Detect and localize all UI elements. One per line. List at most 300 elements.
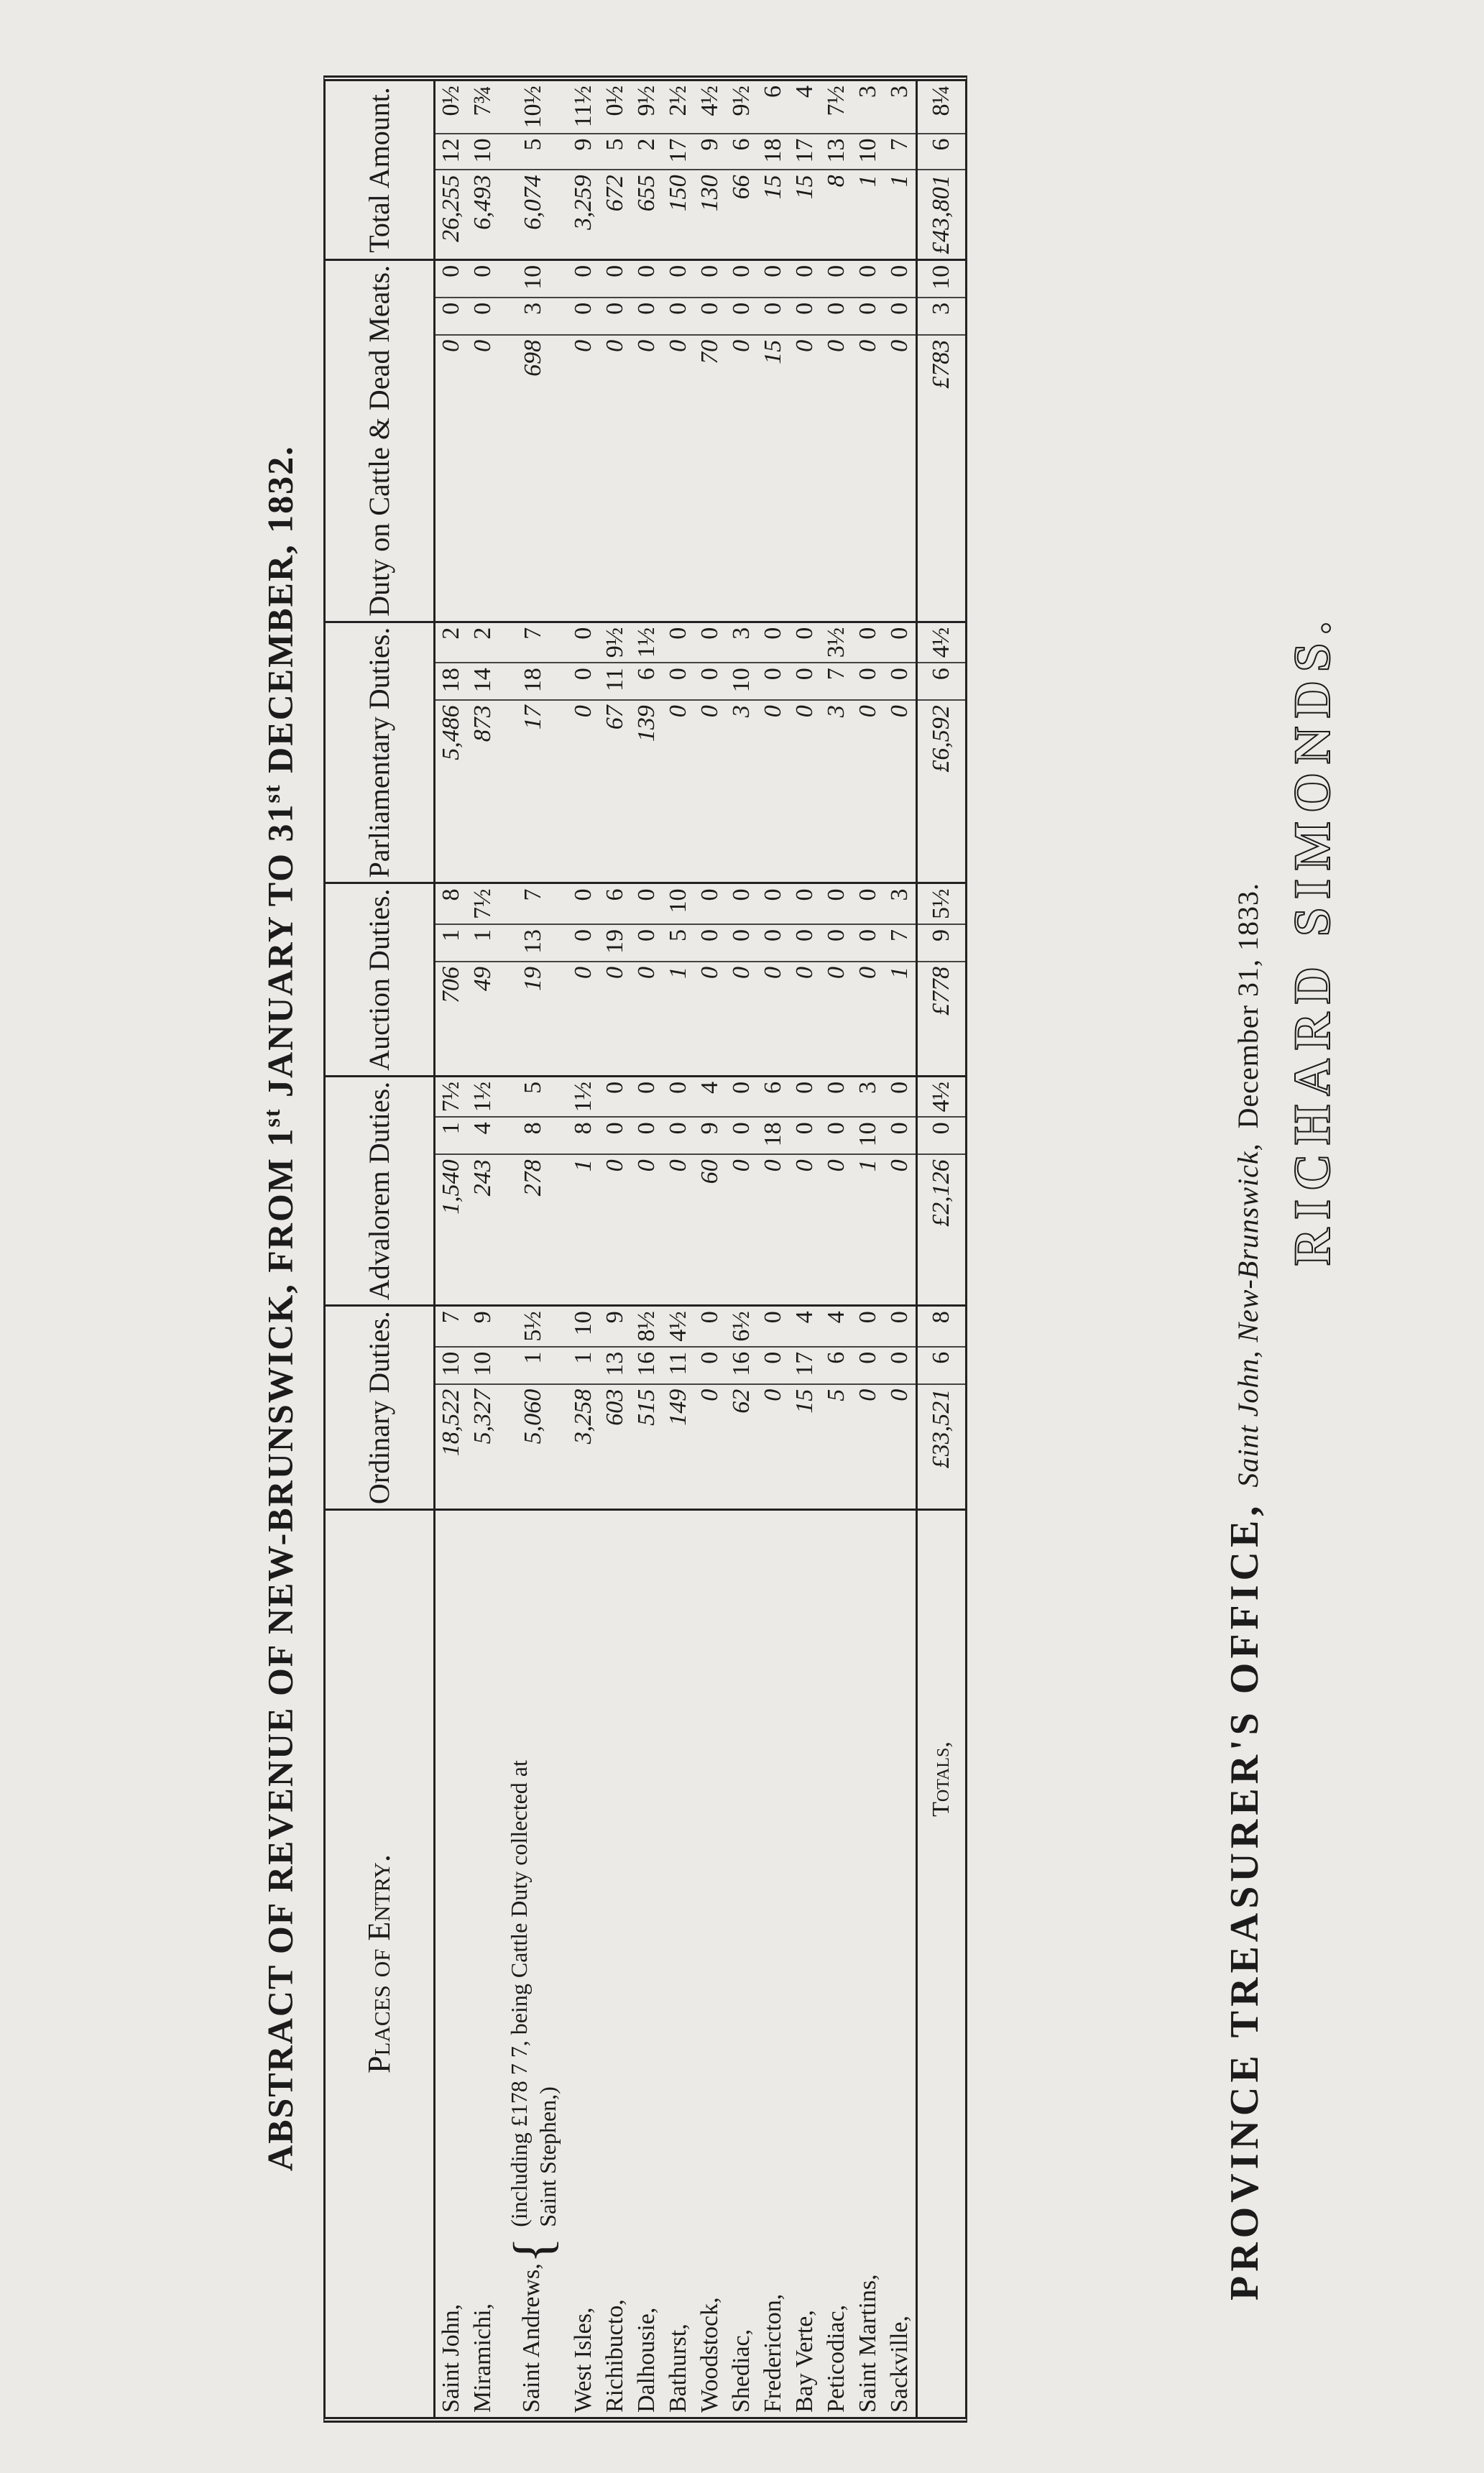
title-part-3: DECEMBER, 1832. bbox=[259, 445, 300, 784]
parliamentary-pence: 0 bbox=[694, 622, 726, 663]
table-footer bbox=[917, 81, 966, 2417]
parliamentary-pounds: 0 bbox=[568, 700, 599, 883]
cattle-shillings: 0 bbox=[568, 298, 599, 335]
ordinary-pence: 4 bbox=[821, 1306, 852, 1347]
auction-shillings: 13 bbox=[499, 924, 568, 962]
auction-pence: 7 bbox=[499, 883, 568, 924]
ordinary-shillings: 11 bbox=[663, 1347, 694, 1384]
auction-pence: 3 bbox=[884, 883, 917, 924]
table-body bbox=[435, 81, 917, 2417]
cattle-pounds: 0 bbox=[631, 335, 663, 622]
advalorem-pounds: 60 bbox=[694, 1154, 726, 1305]
place-of-entry bbox=[726, 1510, 757, 2417]
header-advalorem-duties: Advalorem Duties. bbox=[326, 1076, 435, 1305]
place-of-entry bbox=[852, 1510, 884, 2417]
ordinary-pence: 7 bbox=[435, 1306, 468, 1347]
revenue-table bbox=[326, 81, 965, 2417]
ordinary-pence: 4½ bbox=[663, 1306, 694, 1347]
advalorem-pence: 0 bbox=[884, 1076, 917, 1117]
auction-pence: 10 bbox=[663, 883, 694, 924]
table-row bbox=[757, 81, 789, 2417]
parliamentary-shillings: 0 bbox=[884, 663, 917, 700]
total-shillings: 12 bbox=[435, 134, 468, 170]
place-of-entry bbox=[568, 1510, 599, 2417]
place-of-entry bbox=[884, 1510, 917, 2417]
place-name: Saint John, bbox=[438, 2303, 464, 2413]
parliamentary-pence: 9½ bbox=[599, 622, 631, 663]
parliamentary-pounds: 0 bbox=[789, 700, 821, 883]
ordinary-pence: 5½ bbox=[499, 1306, 568, 1347]
header-cattle-duties: Duty on Cattle & Dead Meats. bbox=[326, 259, 435, 622]
parliamentary-pence: 0 bbox=[789, 622, 821, 663]
advalorem-pounds: 0 bbox=[663, 1154, 694, 1305]
totals-ordinary-pence: 8 bbox=[917, 1306, 966, 1347]
place-of-entry bbox=[663, 1510, 694, 2417]
advalorem-pence: 0 bbox=[631, 1076, 663, 1117]
ordinary-shillings: 0 bbox=[852, 1347, 884, 1384]
advalorem-shillings: 9 bbox=[694, 1117, 726, 1154]
cattle-pounds: 0 bbox=[467, 335, 499, 622]
ordinary-pounds: 0 bbox=[884, 1384, 917, 1510]
advalorem-pence: 0 bbox=[821, 1076, 852, 1117]
parliamentary-shillings: 11 bbox=[599, 663, 631, 700]
table-row bbox=[694, 81, 726, 2417]
place-name: Shediac, bbox=[728, 2329, 755, 2413]
total-pence: 2½ bbox=[663, 81, 694, 134]
advalorem-shillings: 0 bbox=[821, 1117, 852, 1154]
place-name: Saint Martins, bbox=[854, 2274, 881, 2413]
header-places-of-entry: Places of Entry. bbox=[326, 1510, 435, 2417]
totals-cattle-pence: 10 bbox=[917, 259, 966, 298]
auction-pounds: 0 bbox=[757, 962, 789, 1076]
ordinary-pounds: 0 bbox=[852, 1384, 884, 1510]
place-of-entry bbox=[757, 1510, 789, 2417]
total-shillings: 18 bbox=[757, 134, 789, 170]
total-pounds: 130 bbox=[694, 170, 726, 259]
office-date: December 31, 1833. bbox=[1232, 883, 1264, 1129]
parliamentary-pence: 3 bbox=[726, 622, 757, 663]
total-pounds: 655 bbox=[631, 170, 663, 259]
cattle-pounds: 0 bbox=[599, 335, 631, 622]
total-shillings: 10 bbox=[467, 134, 499, 170]
table-header bbox=[326, 81, 435, 2417]
advalorem-shillings: 8 bbox=[499, 1117, 568, 1154]
place-name: Saint Andrews, bbox=[517, 2263, 545, 2413]
ordinary-pence: 4 bbox=[789, 1306, 821, 1347]
totals-row bbox=[917, 81, 966, 2417]
totals-cattle-pounds: £783 bbox=[917, 335, 966, 622]
advalorem-shillings: 8 bbox=[568, 1117, 599, 1154]
cattle-shillings: 0 bbox=[757, 298, 789, 335]
advalorem-pence: 1½ bbox=[467, 1076, 499, 1117]
header-ordinary-duties: Ordinary Duties. bbox=[326, 1306, 435, 1510]
parliamentary-pounds: 0 bbox=[852, 700, 884, 883]
revenue-table-frame bbox=[323, 75, 967, 2423]
auction-pence: 0 bbox=[757, 883, 789, 924]
cattle-shillings: 3 bbox=[499, 298, 568, 335]
parliamentary-pounds: 0 bbox=[694, 700, 726, 883]
cattle-shillings: 0 bbox=[694, 298, 726, 335]
table-row bbox=[568, 81, 599, 2417]
auction-pounds: 0 bbox=[599, 962, 631, 1076]
auction-pounds: 49 bbox=[467, 962, 499, 1076]
advalorem-pence: 7½ bbox=[435, 1076, 468, 1117]
cattle-shillings: 0 bbox=[435, 298, 468, 335]
auction-shillings: 0 bbox=[852, 924, 884, 962]
advalorem-shillings: 0 bbox=[599, 1117, 631, 1154]
advalorem-pounds: 1 bbox=[852, 1154, 884, 1305]
place-of-entry bbox=[435, 1510, 468, 2417]
totals-label: Totals, bbox=[917, 1510, 966, 2417]
table-row bbox=[789, 81, 821, 2417]
ordinary-pounds: 62 bbox=[726, 1384, 757, 1510]
parliamentary-shillings: 7 bbox=[821, 663, 852, 700]
place-name: Richibucto, bbox=[602, 2299, 628, 2413]
total-pounds: 66 bbox=[726, 170, 757, 259]
ordinary-shillings: 16 bbox=[631, 1347, 663, 1384]
parliamentary-pence: 2 bbox=[435, 622, 468, 663]
auction-pounds: 1 bbox=[884, 962, 917, 1076]
ordinary-shillings: 16 bbox=[726, 1347, 757, 1384]
title-ordinal-2: st bbox=[259, 783, 285, 803]
ordinary-shillings: 6 bbox=[821, 1347, 852, 1384]
total-pence: 9½ bbox=[631, 81, 663, 134]
total-pounds: 15 bbox=[757, 170, 789, 259]
totals-auction-pence: 5½ bbox=[917, 883, 966, 924]
table-row bbox=[435, 81, 468, 2417]
parliamentary-shillings: 0 bbox=[568, 663, 599, 700]
cattle-pounds: 0 bbox=[568, 335, 599, 622]
totals-parliamentary-shillings: 6 bbox=[917, 663, 966, 700]
parliamentary-shillings: 6 bbox=[631, 663, 663, 700]
total-shillings: 7 bbox=[884, 134, 917, 170]
document-title bbox=[259, 87, 301, 2171]
total-pence: 7¾ bbox=[467, 81, 499, 134]
cattle-shillings: 0 bbox=[884, 298, 917, 335]
table-row bbox=[821, 81, 852, 2417]
ordinary-shillings: 0 bbox=[757, 1347, 789, 1384]
parliamentary-pence: 0 bbox=[757, 622, 789, 663]
cattle-pence: 0 bbox=[694, 259, 726, 298]
totals-parliamentary-pounds: £6,592 bbox=[917, 700, 966, 883]
cattle-pence: 0 bbox=[821, 259, 852, 298]
ordinary-pounds: 0 bbox=[757, 1384, 789, 1510]
total-pounds: 15 bbox=[789, 170, 821, 259]
totals-advalorem-pounds: £2,126 bbox=[917, 1154, 966, 1305]
table-row bbox=[467, 81, 499, 2417]
total-pence: 6 bbox=[757, 81, 789, 134]
cattle-pence: 0 bbox=[568, 259, 599, 298]
cattle-pence: 0 bbox=[631, 259, 663, 298]
ordinary-pounds: 5 bbox=[821, 1384, 852, 1510]
ordinary-shillings: 1 bbox=[568, 1347, 599, 1384]
parliamentary-shillings: 0 bbox=[789, 663, 821, 700]
total-pounds: 150 bbox=[663, 170, 694, 259]
place-of-entry bbox=[499, 1510, 568, 2417]
parliamentary-pence: 3½ bbox=[821, 622, 852, 663]
auction-shillings: 0 bbox=[789, 924, 821, 962]
total-pence: 11½ bbox=[568, 81, 599, 134]
cattle-pounds: 0 bbox=[884, 335, 917, 622]
place-name: Bay Verte, bbox=[791, 2310, 818, 2413]
advalorem-shillings: 0 bbox=[884, 1117, 917, 1154]
advalorem-pence: 0 bbox=[663, 1076, 694, 1117]
total-shillings: 2 bbox=[631, 134, 663, 170]
ordinary-shillings: 17 bbox=[789, 1347, 821, 1384]
place-name: Woodstock, bbox=[696, 2297, 723, 2413]
advalorem-pounds: 243 bbox=[467, 1154, 499, 1305]
total-shillings: 5 bbox=[599, 134, 631, 170]
advalorem-pence: 0 bbox=[726, 1076, 757, 1117]
parliamentary-pence: 0 bbox=[663, 622, 694, 663]
total-pence: 4½ bbox=[694, 81, 726, 134]
total-pence: 0½ bbox=[599, 81, 631, 134]
auction-pounds: 0 bbox=[821, 962, 852, 1076]
total-pounds: 6,074 bbox=[499, 170, 568, 259]
cattle-shillings: 0 bbox=[852, 298, 884, 335]
advalorem-pounds: 0 bbox=[757, 1154, 789, 1305]
advalorem-shillings: 0 bbox=[789, 1117, 821, 1154]
advalorem-pence: 6 bbox=[757, 1076, 789, 1117]
total-shillings: 10 bbox=[852, 134, 884, 170]
ordinary-pounds: 149 bbox=[663, 1384, 694, 1510]
cattle-pence: 0 bbox=[789, 259, 821, 298]
parliamentary-pounds: 0 bbox=[663, 700, 694, 883]
advalorem-pounds: 0 bbox=[821, 1154, 852, 1305]
ordinary-shillings: 13 bbox=[599, 1347, 631, 1384]
totals-advalorem-pence: 4½ bbox=[917, 1076, 966, 1117]
place-note: (including £178 7 7, being Cattle Duty collected at Saint Stephen,) bbox=[506, 1760, 561, 2227]
auction-shillings: 7 bbox=[884, 924, 917, 962]
cattle-pence: 10 bbox=[499, 259, 568, 298]
auction-pence: 6 bbox=[599, 883, 631, 924]
place-name: Dalhousie, bbox=[633, 2307, 660, 2413]
ordinary-pounds: 603 bbox=[599, 1384, 631, 1510]
place-of-entry bbox=[789, 1510, 821, 2417]
cattle-pounds: 0 bbox=[852, 335, 884, 622]
advalorem-pence: 5 bbox=[499, 1076, 568, 1117]
place-of-entry bbox=[467, 1510, 499, 2417]
auction-pence: 0 bbox=[821, 883, 852, 924]
auction-shillings: 0 bbox=[568, 924, 599, 962]
ordinary-pounds: 515 bbox=[631, 1384, 663, 1510]
auction-pounds: 706 bbox=[435, 962, 468, 1076]
title-part-2: JANUARY TO 31 bbox=[259, 803, 300, 1108]
brace-glyph: { bbox=[503, 2237, 563, 2264]
total-pence: 10½ bbox=[499, 81, 568, 134]
parliamentary-pence: 1½ bbox=[631, 622, 663, 663]
auction-shillings: 0 bbox=[821, 924, 852, 962]
place-of-entry bbox=[599, 1510, 631, 2417]
cattle-shillings: 0 bbox=[789, 298, 821, 335]
auction-shillings: 1 bbox=[467, 924, 499, 962]
total-pounds: 6,493 bbox=[467, 170, 499, 259]
auction-pounds: 0 bbox=[694, 962, 726, 1076]
advalorem-pence: 0 bbox=[599, 1076, 631, 1117]
total-pence: 9½ bbox=[726, 81, 757, 134]
advalorem-shillings: 18 bbox=[757, 1117, 789, 1154]
parliamentary-pounds: 0 bbox=[757, 700, 789, 883]
total-pounds: 672 bbox=[599, 170, 631, 259]
auction-pence: 0 bbox=[726, 883, 757, 924]
auction-shillings: 0 bbox=[757, 924, 789, 962]
parliamentary-pounds: 0 bbox=[884, 700, 917, 883]
cattle-pounds: 15 bbox=[757, 335, 789, 622]
auction-pence: 7½ bbox=[467, 883, 499, 924]
place-of-entry bbox=[821, 1510, 852, 2417]
totals-parliamentary-pence: 4½ bbox=[917, 622, 966, 663]
advalorem-shillings: 1 bbox=[435, 1117, 468, 1154]
cattle-pounds: 0 bbox=[435, 335, 468, 622]
advalorem-pence: 0 bbox=[789, 1076, 821, 1117]
ordinary-pence: 0 bbox=[694, 1306, 726, 1347]
parliamentary-pounds: 139 bbox=[631, 700, 663, 883]
advalorem-pounds: 0 bbox=[599, 1154, 631, 1305]
auction-pence: 0 bbox=[852, 883, 884, 924]
auction-shillings: 0 bbox=[694, 924, 726, 962]
cattle-pence: 0 bbox=[599, 259, 631, 298]
cattle-pence: 0 bbox=[726, 259, 757, 298]
auction-shillings: 0 bbox=[726, 924, 757, 962]
totals-auction-pounds: £778 bbox=[917, 962, 966, 1076]
advalorem-pence: 3 bbox=[852, 1076, 884, 1117]
ordinary-pounds: 0 bbox=[694, 1384, 726, 1510]
ordinary-pence: 9 bbox=[467, 1306, 499, 1347]
total-shillings: 17 bbox=[789, 134, 821, 170]
parliamentary-pence: 2 bbox=[467, 622, 499, 663]
total-pence: 3 bbox=[852, 81, 884, 134]
auction-pence: 0 bbox=[789, 883, 821, 924]
cattle-pounds: 698 bbox=[499, 335, 568, 622]
parliamentary-shillings: 0 bbox=[694, 663, 726, 700]
place-of-entry bbox=[694, 1510, 726, 2417]
parliamentary-pounds: 873 bbox=[467, 700, 499, 883]
auction-shillings: 1 bbox=[435, 924, 468, 962]
ordinary-shillings: 0 bbox=[884, 1347, 917, 1384]
advalorem-pounds: 1,540 bbox=[435, 1154, 468, 1305]
advalorem-pounds: 0 bbox=[631, 1154, 663, 1305]
auction-pence: 0 bbox=[694, 883, 726, 924]
auction-shillings: 0 bbox=[631, 924, 663, 962]
table-row bbox=[726, 81, 757, 2417]
place-name: Peticodiac, bbox=[823, 2304, 849, 2413]
total-shillings: 9 bbox=[694, 134, 726, 170]
header-auction-duties: Auction Duties. bbox=[326, 883, 435, 1076]
cattle-pence: 0 bbox=[852, 259, 884, 298]
advalorem-pence: 4 bbox=[694, 1076, 726, 1117]
cattle-pence: 0 bbox=[467, 259, 499, 298]
cattle-pounds: 0 bbox=[821, 335, 852, 622]
total-pounds: 1 bbox=[884, 170, 917, 259]
cattle-shillings: 0 bbox=[821, 298, 852, 335]
cattle-shillings: 0 bbox=[599, 298, 631, 335]
auction-pounds: 0 bbox=[568, 962, 599, 1076]
total-pounds: 8 bbox=[821, 170, 852, 259]
total-shillings: 17 bbox=[663, 134, 694, 170]
total-shillings: 13 bbox=[821, 134, 852, 170]
place-of-entry bbox=[631, 1510, 663, 2417]
place-name: Fredericton, bbox=[760, 2293, 786, 2413]
ordinary-shillings: 0 bbox=[694, 1347, 726, 1384]
advalorem-shillings: 0 bbox=[631, 1117, 663, 1154]
total-pounds: 26,255 bbox=[435, 170, 468, 259]
auction-pounds: 0 bbox=[789, 962, 821, 1076]
cattle-pounds: 70 bbox=[694, 335, 726, 622]
auction-pounds: 0 bbox=[631, 962, 663, 1076]
advalorem-shillings: 0 bbox=[663, 1117, 694, 1154]
advalorem-pounds: 1 bbox=[568, 1154, 599, 1305]
totals-total-shillings: 6 bbox=[917, 134, 966, 170]
total-shillings: 6 bbox=[726, 134, 757, 170]
total-pounds: 3,259 bbox=[568, 170, 599, 259]
ordinary-pounds: 3,258 bbox=[568, 1384, 599, 1510]
auction-pence: 0 bbox=[568, 883, 599, 924]
totals-total-pence: 8¼ bbox=[917, 81, 966, 134]
ordinary-pence: 0 bbox=[757, 1306, 789, 1347]
parliamentary-pence: 0 bbox=[568, 622, 599, 663]
header-row bbox=[326, 81, 435, 2417]
cattle-pence: 0 bbox=[663, 259, 694, 298]
auction-pounds: 0 bbox=[852, 962, 884, 1076]
advalorem-shillings: 0 bbox=[726, 1117, 757, 1154]
auction-pounds: 1 bbox=[663, 962, 694, 1076]
place-name: Sackville, bbox=[886, 2315, 913, 2413]
place-name: Bathurst, bbox=[665, 2324, 691, 2413]
advalorem-pounds: 0 bbox=[884, 1154, 917, 1305]
office-place: Saint John, New-Brunswick, bbox=[1232, 1143, 1264, 1488]
ordinary-pence: 9 bbox=[599, 1306, 631, 1347]
ordinary-pounds: 18,522 bbox=[435, 1384, 468, 1510]
total-pence: 3 bbox=[884, 81, 917, 134]
table-row bbox=[663, 81, 694, 2417]
ordinary-shillings: 10 bbox=[467, 1347, 499, 1384]
parliamentary-pence: 0 bbox=[884, 622, 917, 663]
advalorem-shillings: 4 bbox=[467, 1117, 499, 1154]
advalorem-shillings: 10 bbox=[852, 1117, 884, 1154]
cattle-pounds: 0 bbox=[789, 335, 821, 622]
total-shillings: 5 bbox=[499, 134, 568, 170]
cattle-pence: 0 bbox=[884, 259, 917, 298]
ordinary-shillings: 10 bbox=[435, 1347, 468, 1384]
signature: RICHARD SIMONDS. bbox=[1283, 612, 1341, 1266]
advalorem-pounds: 0 bbox=[789, 1154, 821, 1305]
cattle-pounds: 0 bbox=[726, 335, 757, 622]
cattle-pence: 0 bbox=[435, 259, 468, 298]
table-row bbox=[884, 81, 917, 2417]
totals-auction-shillings: 9 bbox=[917, 924, 966, 962]
ordinary-pence: 0 bbox=[884, 1306, 917, 1347]
total-shillings: 9 bbox=[568, 134, 599, 170]
parliamentary-pounds: 5,486 bbox=[435, 700, 468, 883]
title-ordinal-1: st bbox=[259, 1107, 285, 1128]
table-row bbox=[599, 81, 631, 2417]
advalorem-pounds: 0 bbox=[726, 1154, 757, 1305]
cattle-shillings: 0 bbox=[467, 298, 499, 335]
ordinary-pence: 6½ bbox=[726, 1306, 757, 1347]
ordinary-pence: 10 bbox=[568, 1306, 599, 1347]
parliamentary-shillings: 10 bbox=[726, 663, 757, 700]
parliamentary-shillings: 0 bbox=[852, 663, 884, 700]
parliamentary-pence: 7 bbox=[499, 622, 568, 663]
cattle-shillings: 0 bbox=[631, 298, 663, 335]
total-pounds: 1 bbox=[852, 170, 884, 259]
office-name: PROVINCE TREASURER'S OFFICE, bbox=[1222, 1501, 1267, 2301]
auction-shillings: 19 bbox=[599, 924, 631, 962]
parliamentary-pounds: 67 bbox=[599, 700, 631, 883]
header-total-amount: Total Amount. bbox=[326, 81, 435, 259]
advalorem-pence: 1½ bbox=[568, 1076, 599, 1117]
ordinary-pence: 8½ bbox=[631, 1306, 663, 1347]
